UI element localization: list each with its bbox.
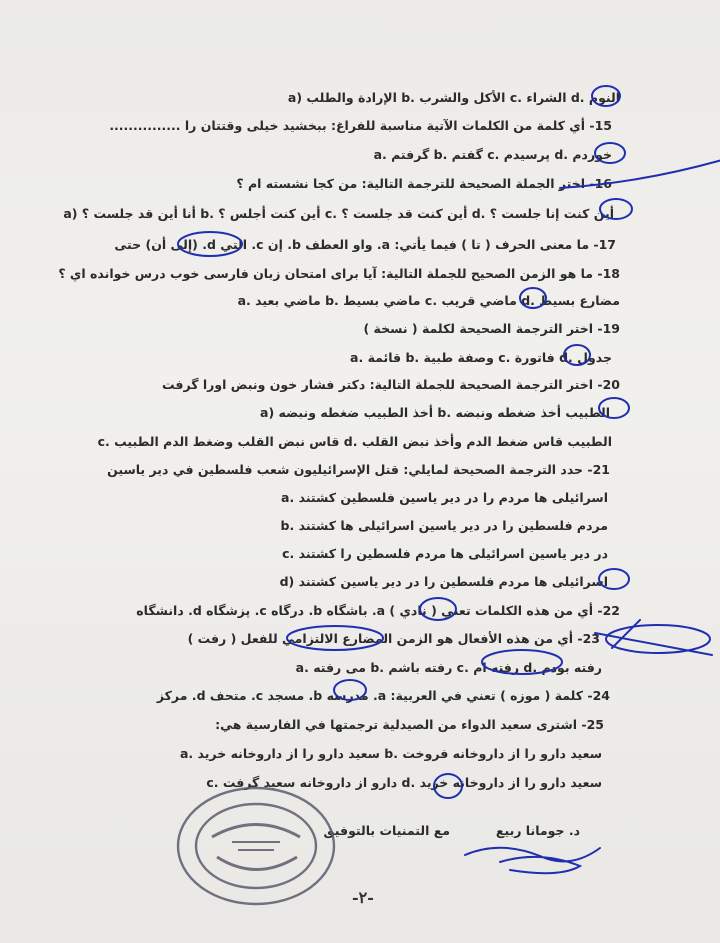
question-18: 18- ما هو الزمن الصحيح للجملة التالية: آيا براى امتحان زبان فارسى خوب درس خوانده اي ؟ (58, 266, 620, 281)
answer-line-14: a) الإرادة والطلب b. الأكل والشرب c. الشراء d. النوم (287, 90, 620, 105)
official-stamp (172, 782, 342, 912)
answer-line-23: a. مى رفته b. رفته باشم c. رفته ام d. رفته بودم (295, 660, 602, 675)
answer-line-25a: a. سعيد دارو را از داروخانه خريد b. سعيد دارو را از داروخانه فروخت (179, 746, 602, 761)
question-25: 25- اشترى سعيد الدواء من الصيدلية ترجمتها في الفارسية هي: (215, 717, 604, 732)
teacher-signature (465, 848, 600, 873)
question-17: 17- ما معنى الحرف ( تا ) فيما يأتي: a. واو العطف b. إن c. التي d. (إلى أن) حتى (114, 237, 616, 252)
answer-21c: c. در دير ياسين اسرائيلى ها مردم فلسطين را كشتند (282, 546, 608, 561)
question-20: 20- اختر الترجمة الصحيحة للجملة التالية: دكتر فشار خون ونبض اورا گرفت (162, 377, 620, 392)
answer-line-18: a. ماضي بعيد b. ماضي بسيط c. ماضي قريب d. مضارع بسيط (237, 293, 620, 308)
answer-line-15: a. گرفتم b. گفتم c. پرسيدم d. خوردم (373, 147, 612, 162)
question-21: 21- حدد الترجمة الصحيحة لمايلي: قتل الإسرائيليون شعب فلسطين في دير ياسين (107, 462, 610, 477)
answer-line-20a: a) أخذ الطبيب ضغطه ونبضه b. الطبيب أخذ ضغطه ونبضه (260, 405, 610, 420)
answer-21a: a. اسرائيلى ها مردم را در دير ياسين فلسطين كشتند (281, 490, 608, 505)
page-number: -٢- (352, 888, 374, 907)
question-24: 24- كلمة ( موزه ) تعني في العربية: a. مدرسه b. مسجد c. متحف d. مركز (156, 688, 610, 703)
answer-line-20b: c. قاس نبض القلب وضغط الدم الطبيب d. الطبيب قاس ضغط الدم وأخذ نبض القلب (97, 434, 612, 449)
question-16: 16- اختر الجملة الصحيحة للترجمة التالية: من كجا نشسته ام ؟ (236, 176, 612, 191)
arrow-23 (595, 620, 712, 655)
question-19: 19- اختر الترجمة الصحيحة لكلمة ( نسخة ) (363, 321, 620, 336)
question-22: 22- أي من هذه الكلمات تعني ( نادي ) a. باشگاه b. درگاه c. پزشگاه d. دانشگاه (136, 603, 620, 618)
answer-21b: b. مردم فلسطين را در دير ياسين اسرائيلى ها كشتند (280, 518, 608, 533)
answer-21d: d) اسرائيلى ها مردم فلسطين را در دير ياسين كشتند (279, 574, 608, 589)
question-23: 23- أي من هذه الأفعال هو الزمن المضارع الالتزامي للفعل ( رفت ) (187, 631, 600, 646)
answer-line-16: a) أنا أين قد جلست ؟ b. أين كنت أجلس ؟ c. أين كنت قد جلست ؟ d. أين كنت إنا جلست ؟ (63, 206, 614, 221)
answer-line-25b: c. دارو از داروخانه سعيد گرفت d. سعيد دارو را از داروخانه خريد (206, 775, 602, 790)
question-15: 15- أي كلمة من الكلمات الآتية مناسبة للفراغ: ببخشيد خيلى وقتتان را ............... (109, 118, 612, 133)
answer-line-19: a. قائمة b. وصفة طبية c. فاتورة d. جدول (350, 350, 612, 365)
scribble-23 (606, 625, 710, 653)
footer-wishes: مع التمنيات بالتوفيق (323, 823, 450, 838)
footer-teacher: د. جومانا ربيع (495, 823, 580, 838)
